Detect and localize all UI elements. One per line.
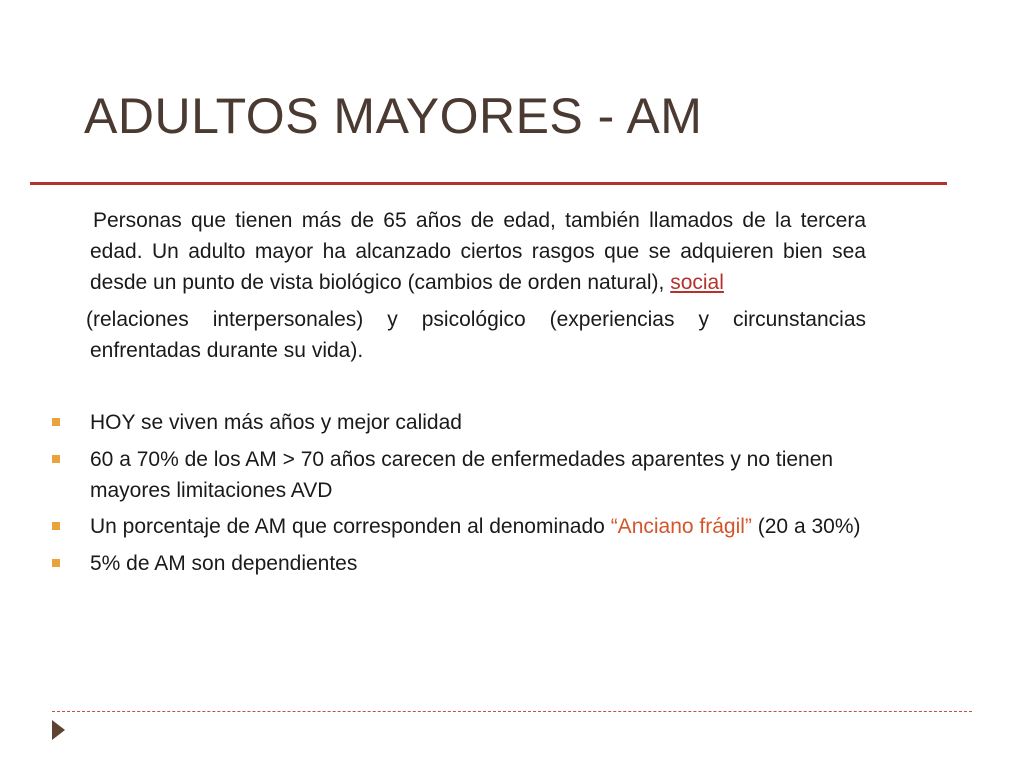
bullet-item-dependientes <box>90 548 880 579</box>
intro-paragraph-text: Personas que tienen más de 65 años de edad, también llamados de la tercera edad. Un adulto mayor ha alcanzado ciertos rasgos que se adquieren bien sea desde un punto de vista biológico (cambios de orden natural), <box>90 209 866 294</box>
title-divider <box>30 182 947 185</box>
bullet-item-hoy <box>90 407 880 438</box>
bullet-text-before: Un porcentaje de AM que corresponden al denominado <box>90 515 611 538</box>
bullet-item-fragil <box>90 511 880 542</box>
bullet-text-after: (20 a 30%) <box>751 515 861 538</box>
social-link[interactable]: social <box>670 271 724 294</box>
bullet-text: 5% de AM son dependientes <box>90 552 358 575</box>
square-bullet-icon <box>52 522 60 530</box>
square-bullet-icon <box>52 559 60 567</box>
square-bullet-icon <box>52 455 60 463</box>
slide-title: ADULTOS MAYORES - AM <box>84 88 703 144</box>
bullet-text: 60 a 70% de los AM > 70 años carecen de enfermedades aparentes y no tienen mayores limitaciones AVD <box>90 448 834 502</box>
square-bullet-icon <box>52 418 60 426</box>
anciano-fragil-highlight: “Anciano frágil” <box>610 515 752 538</box>
intro-paragraph <box>90 205 866 298</box>
triangle-right-icon[interactable] <box>52 720 65 740</box>
intro-paragraph-continued: (relaciones interpersonales) y psicológico (experiencias y circunstancias enfrentadas durante su vida). <box>86 308 866 362</box>
footer-dashed-line <box>52 711 972 712</box>
bullet-item-percent <box>90 444 880 506</box>
bullet-text: HOY se viven más años y mejor calidad <box>90 411 462 434</box>
